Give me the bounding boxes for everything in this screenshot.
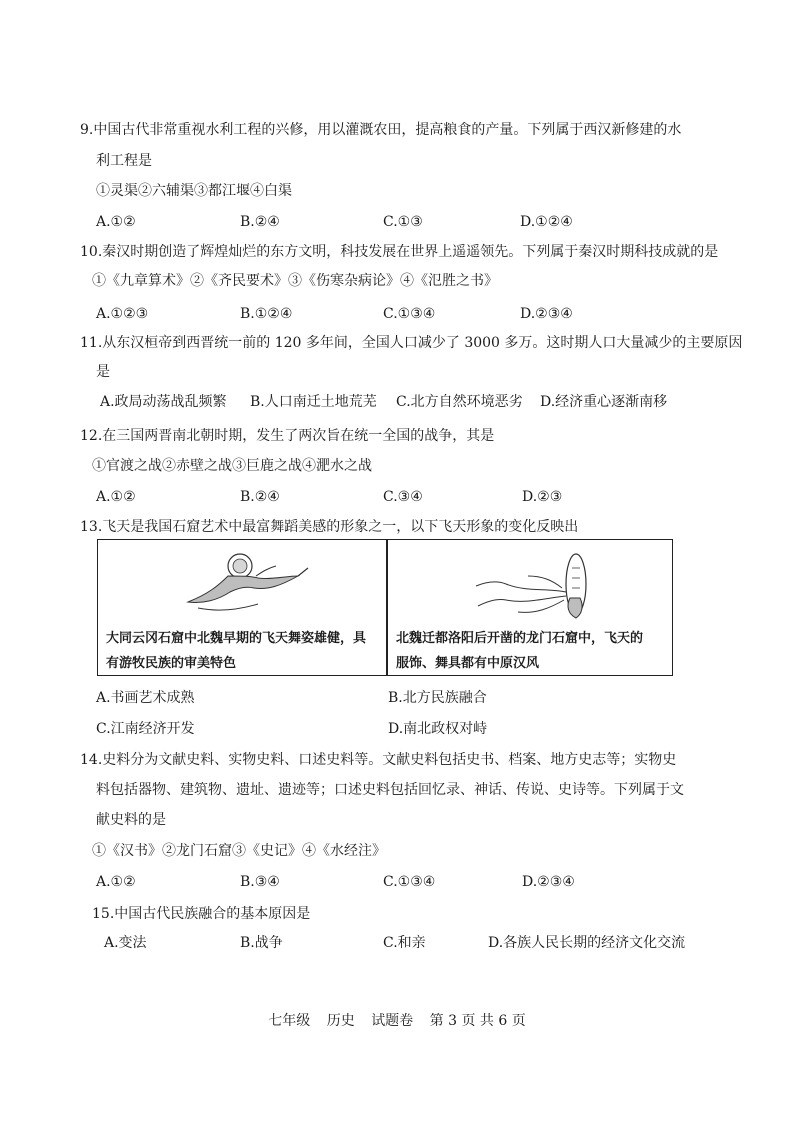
- q14-option-c: C.①③④: [383, 874, 436, 890]
- q12-option-d: D.②③: [522, 489, 563, 505]
- footer-paper: 试题卷: [371, 1013, 414, 1029]
- q14-option-d: D.②③④: [522, 874, 575, 890]
- q11-option-a: A.政局动荡战乱频繁: [100, 394, 227, 410]
- yungang-feitian-illustration: [158, 546, 328, 618]
- q12-stem-line1: 12.在三国两晋南北朝时期，发生了两次旨在统一全国的战争，其是: [80, 428, 495, 444]
- feitian-comparison-table: [97, 539, 673, 676]
- q9-items: ①灵渠②六辅渠③都江堰④白渠: [96, 183, 292, 199]
- q13-stem-line1: 13.飞天是我国石窟艺术中最富舞蹈美感的形象之一，以下飞天形象的变化反映出: [80, 519, 579, 535]
- q15-option-c: C.和亲: [383, 935, 426, 951]
- q10-option-b: B.①②④: [240, 306, 293, 322]
- q15-option-a: A.变法: [104, 935, 147, 951]
- q11-option-c: C.北方自然环境恶劣: [396, 394, 523, 410]
- q10-items: ①《九章算术》②《齐民要术》③《伤寒杂病论》④《氾胜之书》: [92, 273, 498, 289]
- q11-stem-line1: 11.从东汉桓帝到西晋统一前的 120 多年间，全国人口减少了 3000 多万。这时期人口大量减少的主要原因: [80, 335, 743, 351]
- q13-option-c: C.江南经济开发: [96, 721, 195, 737]
- q9-option-d: D.①②④: [520, 214, 573, 230]
- q14-option-b: B.③④: [240, 874, 280, 890]
- q10-option-c: C.①③④: [383, 306, 436, 322]
- q15-option-b: B.战争: [240, 935, 283, 951]
- q11-stem-line2: 是: [96, 364, 110, 380]
- footer-subject: 历史: [326, 1013, 355, 1029]
- q14-stem-line2: 料包括器物、建筑物、遗址、遗迹等；口述史料包括回忆录、神话、传说、史诗等。下列属于文: [96, 782, 684, 798]
- q11-option-b: B.人口南迁土地荒芜: [250, 394, 377, 410]
- q12-option-b: B.②④: [240, 489, 280, 505]
- yungang-caption-line2: 有游牧民族的审美特色: [106, 656, 237, 671]
- q15-option-d: D.各族人民长期的经济文化交流: [488, 935, 686, 951]
- q12-items: ①官渡之战②赤壁之战③巨鹿之战④淝水之战: [92, 458, 372, 474]
- q13-option-d: D.南北政权对峙: [388, 721, 488, 737]
- q9-option-c: C.①③: [383, 214, 423, 230]
- q13-option-a: A.书画艺术成熟: [96, 690, 195, 706]
- q9-stem-line2: 利工程是: [96, 153, 152, 169]
- q11-option-d: D.经济重心逐渐南移: [540, 394, 668, 410]
- q10-option-d: D.②③④: [520, 306, 573, 322]
- q9-option-b: B.②④: [240, 214, 280, 230]
- longmen-feitian-illustration: [466, 548, 616, 624]
- page-footer: [0, 1010, 794, 1030]
- q15-stem-line1: 15.中国古代民族融合的基本原因是: [92, 906, 311, 922]
- q10-option-a: A.①②③: [96, 306, 149, 322]
- q10-stem-line1: 10.秦汉时期创造了辉煌灿烂的东方文明，科技发展在世界上遥遥领先。下列属于秦汉时期科技成就的是: [80, 244, 719, 260]
- footer-page-number: 第 3 页 共 6 页: [429, 1013, 526, 1029]
- yungang-caption-line1: 大同云冈石窟中北魏早期的飞天舞姿雄健，具: [106, 631, 367, 646]
- longmen-caption-line1: 北魏迁都洛阳后开凿的龙门石窟中，飞天的: [396, 631, 644, 646]
- q14-stem-line1: 14.史料分为文献史料、实物史料、口述史料等。文献史料包括史书、档案、地方史志等；实物史: [80, 752, 677, 768]
- q9-stem-line1: 9.中国古代非常重视水利工程的兴修，用以灌溉农田，提高粮食的产量。下列属于西汉新修建的水: [80, 122, 682, 138]
- q14-option-a: A.①②: [96, 874, 136, 890]
- table-divider: [386, 540, 388, 675]
- q12-option-c: C.③④: [383, 489, 423, 505]
- q9-option-a: A.①②: [96, 214, 136, 230]
- q14-stem-line3: 献史料的是: [96, 812, 166, 828]
- footer-grade: 七年级: [268, 1013, 311, 1029]
- q14-items: ①《汉书》②龙门石窟③《史记》④《水经注》: [92, 843, 386, 859]
- q12-option-a: A.①②: [96, 489, 136, 505]
- q13-option-b: B.北方民族融合: [388, 690, 487, 706]
- longmen-caption-line2: 服饰、舞具都有中原汉风: [396, 656, 540, 671]
